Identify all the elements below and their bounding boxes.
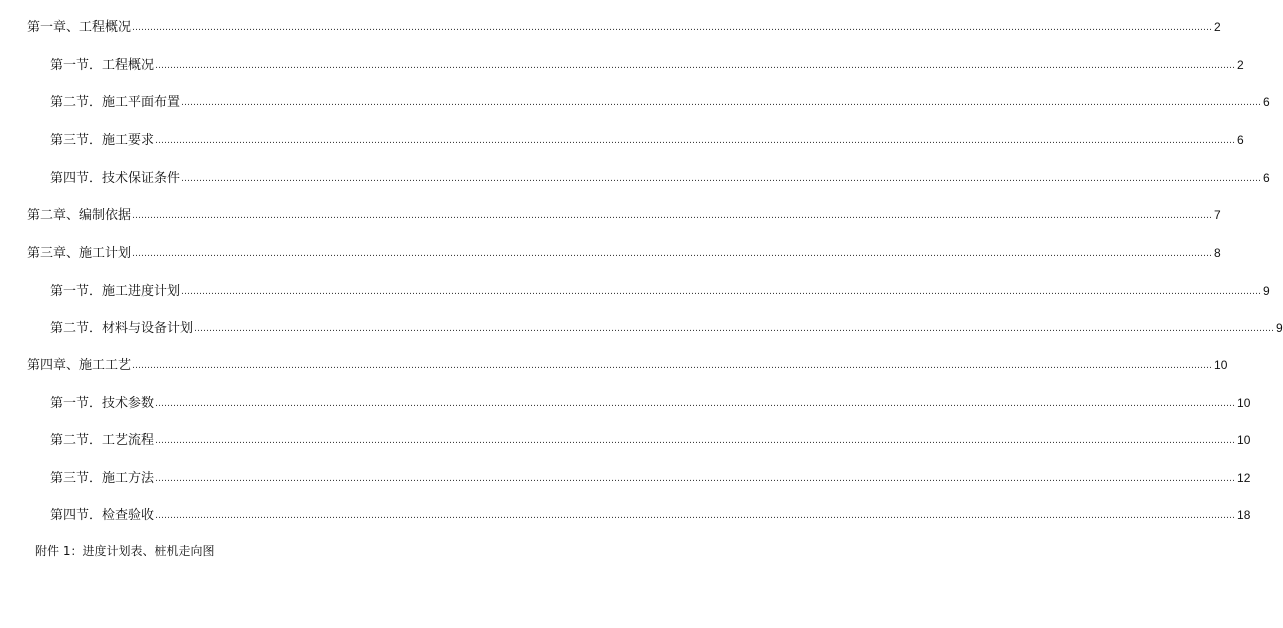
- toc-page-number: 10: [1237, 433, 1251, 447]
- toc-entry-title: 第二节．材料与设备计划: [50, 321, 194, 336]
- toc-section-row: [50, 94, 1270, 112]
- toc-page-number: 6: [1237, 133, 1244, 147]
- toc-section-row: [50, 432, 1251, 450]
- appendix-note: 附件 1：进度计划表、桩机走向图: [35, 544, 215, 558]
- toc-page-number: 2: [1214, 20, 1221, 34]
- toc-chapter-row: [27, 245, 1221, 263]
- toc-section-row: [50, 395, 1251, 413]
- toc-chapter-row: [27, 19, 1221, 37]
- toc-page-number: 10: [1237, 396, 1251, 410]
- toc-page-number: 9: [1276, 321, 1283, 335]
- toc-section-row: [50, 170, 1270, 188]
- toc-dot-leader: ………………………………………………………………………………………………………………………………………………………………………………………………………………………………………………………………………………………………………………………………: [181, 174, 1262, 184]
- toc-entry-title: 第二章、编制依据: [27, 208, 132, 223]
- toc-chapter-row: [27, 207, 1221, 225]
- toc-dot-leader: ………………………………………………………………………………………………………………………………………………………………………………………………………………………………………………………………………………………………………………………………: [194, 324, 1275, 334]
- toc-dot-leader: ………………………………………………………………………………………………………………………………………………………………………………………………………………………………………………………………………………………………………………………………: [132, 211, 1213, 221]
- toc-dot-leader: ………………………………………………………………………………………………………………………………………………………………………………………………………………………………………………………………………………………………………………………………: [132, 361, 1213, 371]
- toc-page-number: 7: [1214, 208, 1221, 222]
- toc-entry-title: 第三节．施工方法: [50, 471, 155, 486]
- toc-page-number: 6: [1263, 95, 1270, 109]
- toc-entry-title: 第三节．施工要求: [50, 133, 155, 148]
- toc-entry-title: 第一节．工程概况: [50, 58, 155, 73]
- toc-page-number: 18: [1237, 508, 1251, 522]
- toc-entry-title: 第一节．施工进度计划: [50, 284, 181, 299]
- toc-entry-title: 第一节．技术参数: [50, 396, 155, 411]
- toc-dot-leader: ………………………………………………………………………………………………………………………………………………………………………………………………………………………………………………………………………………………………………………………………: [132, 249, 1213, 259]
- toc-entry-title: 第三章、施工计划: [27, 246, 132, 261]
- toc-section-row: [50, 283, 1270, 301]
- toc-entry-title: 第四节．技术保证条件: [50, 171, 181, 186]
- toc-chapter-row: [27, 357, 1228, 375]
- toc-dot-leader: ………………………………………………………………………………………………………………………………………………………………………………………………………………………………………………………………………………………………………………………………: [155, 136, 1236, 146]
- toc-section-row: [50, 132, 1244, 150]
- toc-section-row: [50, 470, 1251, 488]
- toc-section-row: [50, 320, 1283, 338]
- toc-page-number: 10: [1214, 358, 1228, 372]
- toc-page-number: 9: [1263, 284, 1270, 298]
- toc-entry-title: 第四节．检查验收: [50, 508, 155, 523]
- toc-page-number: 6: [1263, 171, 1270, 185]
- toc-dot-leader: ………………………………………………………………………………………………………………………………………………………………………………………………………………………………………………………………………………………………………………………………: [132, 23, 1213, 33]
- toc-entry-title: 第一章、工程概况: [27, 20, 132, 35]
- toc-entry-title: 第四章、施工工艺: [27, 358, 132, 373]
- toc-dot-leader: ………………………………………………………………………………………………………………………………………………………………………………………………………………………………………………………………………………………………………………………………: [155, 436, 1236, 446]
- toc-dot-leader: ………………………………………………………………………………………………………………………………………………………………………………………………………………………………………………………………………………………………………………………………: [181, 287, 1262, 297]
- toc-section-row: [50, 507, 1251, 525]
- toc-dot-leader: ………………………………………………………………………………………………………………………………………………………………………………………………………………………………………………………………………………………………………………………………: [155, 474, 1236, 484]
- toc-page-number: 8: [1214, 246, 1221, 260]
- toc-page-number: 12: [1237, 471, 1251, 485]
- toc-entry-title: 第二节．工艺流程: [50, 433, 155, 448]
- toc-dot-leader: ………………………………………………………………………………………………………………………………………………………………………………………………………………………………………………………………………………………………………………………………: [155, 399, 1236, 409]
- toc-section-row: [50, 57, 1244, 75]
- toc-dot-leader: ………………………………………………………………………………………………………………………………………………………………………………………………………………………………………………………………………………………………………………………………: [155, 61, 1236, 71]
- toc-page-number: 2: [1237, 58, 1244, 72]
- toc-dot-leader: ………………………………………………………………………………………………………………………………………………………………………………………………………………………………………………………………………………………………………………………………: [155, 511, 1236, 521]
- toc-dot-leader: ………………………………………………………………………………………………………………………………………………………………………………………………………………………………………………………………………………………………………………………………: [181, 98, 1262, 108]
- toc-entry-title: 第二节．施工平面布置: [50, 95, 181, 110]
